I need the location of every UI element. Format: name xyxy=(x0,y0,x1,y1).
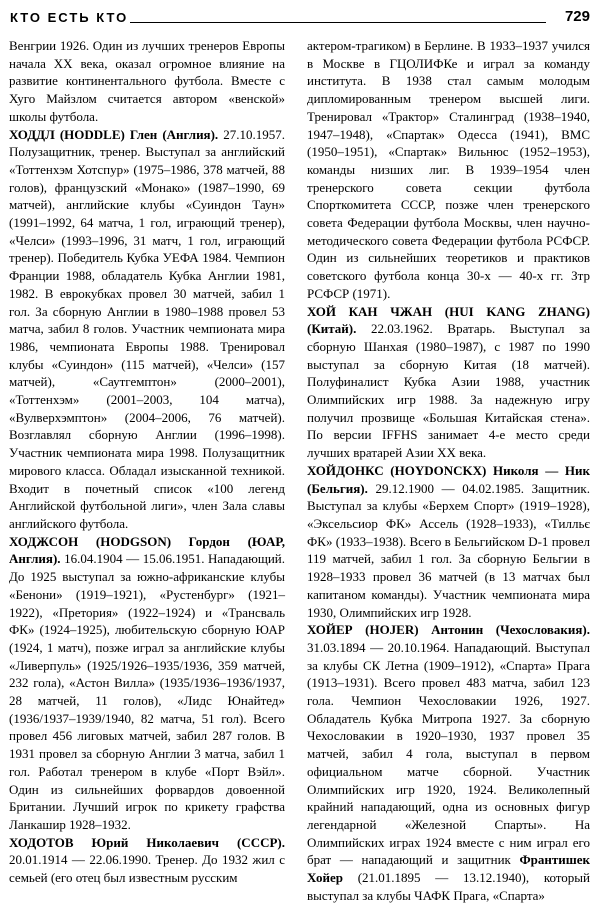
entry-continuation xyxy=(9,37,285,126)
entry-text: Венгрии 1926. Один из лучших тренеров Европы начала XX века, оказал огромное влияние на развитие континентального футбола. Вместе с Хуго Майзлом считается автором «венской» школы футбола. xyxy=(9,38,285,124)
running-title: КТО ЕСТЬ КТО xyxy=(10,10,129,25)
header-rule xyxy=(130,22,546,23)
entry-heading: ХОЙЕР (HOJER) Антонин (Чехословакия). xyxy=(307,622,590,638)
entry-subheading: Франтишек Хойер xyxy=(307,852,590,886)
entry-heading: ХОДОТОВ Юрий Николаевич (СССР). xyxy=(9,834,285,850)
entry-text: 31.03.1894 — 20.10.1964. Нападающий. Выступал за клубы СК Летна (1909–1912), «Спарта» Прага (1913–1931). Всего провел 483 матча, забил 123 гола. Чемпион Чехословакии 1926, 1927. Обладатель Кубка Митропа 1927. За сборную Чехословакии в 1920–1930, 1937 провел 35 матчей, забил 4 гола, выступал в первом официальном матче сборной. Участник Олимпийских игр 1920, 1924. Великолепный крайний нападающий, одна из основных фигур легендарной «Железной Спарты». На Олимпийских играх 1924 вместе с ним играл его брат — нападающий и защитник xyxy=(307,639,590,868)
entry-text: 29.12.1900 — 04.02.1985. Защитник. Выступал за клубы «Берхем Спорт» (1919–1928), «Эксельсиор ФК» Ассель (1928–1933), «Тилльє ФК» (1933–1938). Всего в Бельгийском D-1 провел 119 матчей, забил 1 гол. За сборную Бельгии в 1928–1933 провел 36 матчей (в 13 матчах был капитаном команды). Участник чемпионата мира 1930, Олимпийских игр 1928. xyxy=(307,480,590,620)
left-column xyxy=(9,37,285,887)
entry-text: 16.04.1904 — 15.06.1951. Нападающий. До 1925 выступал за южно-африканские клубы «Бенони» (1919–1921), «Рустенбург» (1921–1922), «Претория» (1922–1924) и «Трансваль ФК» (1924–1925), любительскую сборную ЮАР (1924, 1 матч), позже играл за английские клубы «Ливерпуль» (1925/1926–1935/1936, 359 матчей, 232 гола), «Астон Вилла» (1935/1936–1936/1937, 28 матчей, 11 голов), «Лидс Юнайтед» (1936/1937–1939/1940, 82 матча, 51 гол). Всего провел 456 лиговых матчей, забил 287 голов. В 1931 провел за сборную Англии 3 матча, забил 1 гол. Работал тренером в клубе «Порт Вэйл». Один из сильнейших форвардов довоенной Британии. Лучший игрок по крикету графства Ланкашир 1928–1932. xyxy=(9,551,285,832)
entry-hui-kang-zhang xyxy=(307,303,590,462)
entry-text: 22.03.1962. Вратарь. Выступал за сборную Шанхая (1980–1987), с 1987 по 1990 выступал за сборную Китая (18 матчей). Полуфиналист Кубка Азии 1988, участник Олимпийских игр 1988. За надежную игру получил прозвище «Большая Китайская стена». По версии IFFHS занимает 4-е место среди лучших вратарей Азии XX века. xyxy=(307,321,590,461)
entry-text: 27.10.1957. Полузащитник, тренер. Выступал за английский «Тоттенхэм Хотспур» (1975–1986, 378 матчей, 88 голов), французский «Монако» (1987–1990, 69 матчей), английские клубы «Суиндон Таун» (1991–1992, 64 матча, 1 гол, играющий тренер), «Челси» (1993–1996, 31 матч, 1 гол, играющий тренер). Победитель Кубка УЕФА 1984. Чемпион Франции 1988, обладатель Кубка Англии 1981, 1982. В еврокубках провел 30 матчей, забил 1 гол. За сборную Англии в 1980–1988 провел 53 матча, забил 8 голов. Участник чемпионата мира 1986, чемпионата Европы 1988. Тренировал клубы «Суиндон» (115 матчей), «Челси» (157 матчей), «Саутгемптон» (2000–2001), «Тоттенхэм» (2001–2003, 104 матча), «Вулверхэмптон» (2004–2006, 76 матчей). Возглавлял сборную Англии (1996–1998). Участник чемпионата мира 1998. Полузащитник мирового класса. Обладал изысканной техникой. Входит в почетный список «100 легенд Английской футбольной лиги», член Зала славы английского футбола. xyxy=(9,126,285,531)
entry-hodgson xyxy=(9,533,285,834)
entry-hoydonckx xyxy=(307,462,590,621)
entry-heading: ХОЙДОНКС (HOYDONCKX) Николя — Ник (Бельгия). xyxy=(307,462,590,496)
entry-heading: ХОЙ КАН ЧЖАН (HUI KANG ZHANG) (Китай). xyxy=(307,303,590,337)
entry-hoddle xyxy=(9,126,285,533)
entry-hojer xyxy=(307,621,590,904)
right-column xyxy=(307,37,590,904)
entry-text: актером-трагиком) в Берлине. В 1933–1937 учился в Москве в ГЦОЛИФКе и играл за команду института. В 1938 стал самым молодым дипломированным тренером высшей лиги. Тренировал «Трактор» Сталинград (1938–1940, 1947–1948), «Спартак» Одесса (1941), ВМС (1950–1951), «Спартак» Вильнюс (1952–1953), команды низших лиг. В 1939–1954 член тренерского совета секции футбола Спорткомитета СССР, позже член тренерского совета Федерации футбола Москвы, член научно-методического совета Федерации футбола РСФСР. Один из сильнейших теоретиков и практиков советского футбола конца 30-х — 40-х гг. Зтр РСФСР (1971). xyxy=(307,38,590,301)
entry-khodotov xyxy=(9,834,285,887)
entry-continuation xyxy=(307,37,590,303)
entry-text: (21.01.1895 — 13.12.1940), который выступал за клубы ЧАФК Прага, «Спарта» xyxy=(307,870,590,903)
running-header xyxy=(10,8,590,28)
entry-heading: ХОДЖСОН (HODGSON) Гордон (ЮАР, Англия). xyxy=(9,533,285,567)
entry-text: 20.01.1914 — 22.06.1990. Тренер. До 1932 жил с семьей (его отец был известным русским xyxy=(9,852,285,886)
entry-heading: ХОДДЛ (HODDLE) Глен (Англия). xyxy=(9,126,219,142)
page-number: 729 xyxy=(564,8,590,25)
